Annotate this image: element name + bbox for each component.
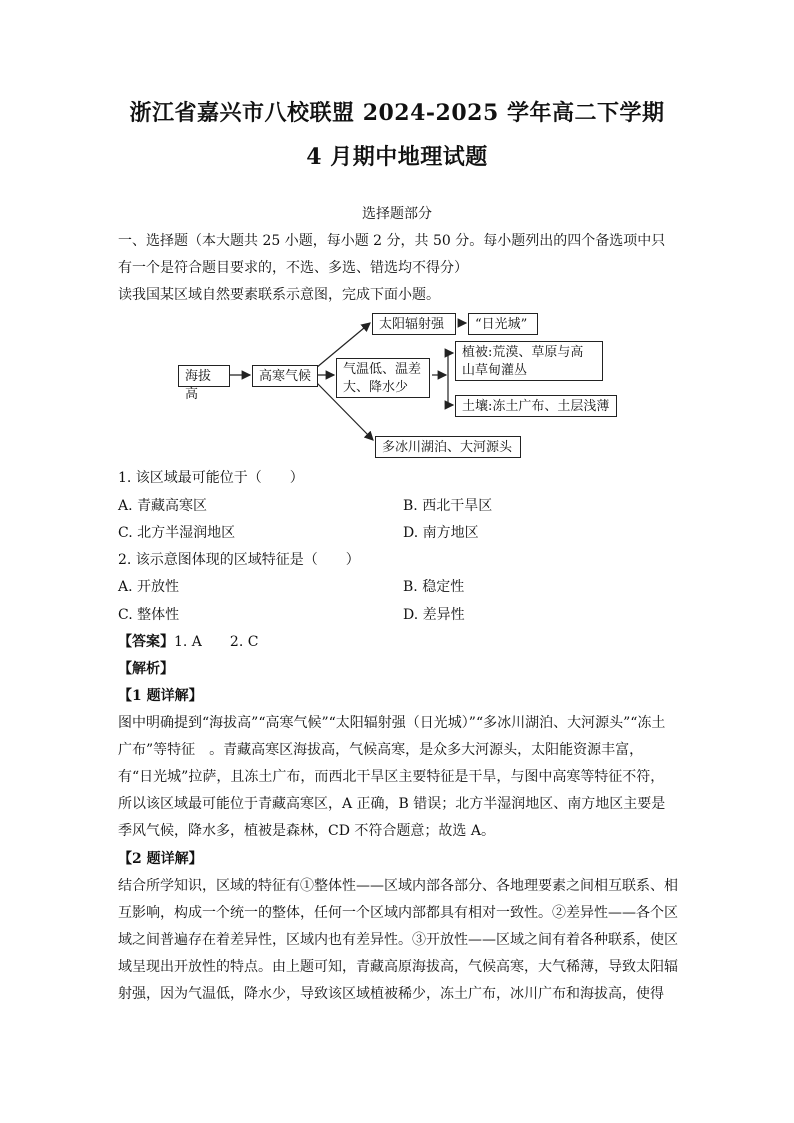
detail2-label: 【2 题详解】 xyxy=(118,851,203,867)
answer-label: 【答案】 xyxy=(118,634,174,650)
q2-option-d: D. 差异性 xyxy=(403,607,465,623)
box-glacier: 多冰川湖泊、大河源头 xyxy=(375,436,521,458)
document-title-line1: 浙江省嘉兴市八校联盟 2024-2025 学年高二下学期 xyxy=(129,100,665,126)
box-vegetation: 植被:荒漠、草原与高山草甸灌丛 xyxy=(455,341,603,381)
q2-option-b: B. 稳定性 xyxy=(403,579,465,595)
q1-option-c: C. 北方半湿润地区 xyxy=(118,525,236,541)
box-solar-radiation: 太阳辐射强 xyxy=(372,313,456,335)
q1-option-b: B. 西北干旱区 xyxy=(403,498,493,514)
box-sun-city: “日光城” xyxy=(468,313,538,335)
detail1-label: 【1 题详解】 xyxy=(118,688,203,704)
q2-option-a: A. 开放性 xyxy=(118,579,180,595)
detail2-text: 结合所学知识，区域的特征有①整体性——区域内部各部分、各地理要素之间相互联系、相互影响，构成一个统一的整体，任何一个区域内部都具有相对一致性。②差异性——各个区域之间普遍存在着差异性，区域内也有差异性。③开放性——区域之间有着各种联系，使区域呈现出开放性的特点。由上题可知，青藏高原海拔高，气候高寒，大气稀薄，导致太阳辐射强，因为气温低，降水少，导致该区域植被稀少，冻土广布，冰川广布和海拔高，使得 xyxy=(118,878,678,1002)
box-altitude: 海拔高 xyxy=(178,365,230,387)
q1-option-a: A. 青藏高寒区 xyxy=(118,498,208,514)
q1-stem: 1. 该区域最可能位于（ ） xyxy=(118,470,304,486)
box-soil: 土壤:冻土广布、土层浅薄 xyxy=(455,395,617,417)
relationship-diagram xyxy=(170,308,630,463)
q1-option-d: D. 南方地区 xyxy=(403,525,479,541)
instructions-text: 一、选择题（本大题共 25 小题，每小题 2 分，共 50 分。每小题列出的四个备选项中只有一个是符合题目要求的，不选、多选、错选均不得分） xyxy=(118,233,666,276)
answer-text: 1. A 2. C xyxy=(174,634,259,650)
q2-stem: 2. 该示意图体现的区域特征是（ ） xyxy=(118,552,360,568)
document-title-line2: 4 月期中地理试题 xyxy=(306,144,488,170)
box-temperature: 气温低、温差大、降水少 xyxy=(336,358,430,398)
question-prompt: 读我国某区域自然要素联系示意图，完成下面小题。 xyxy=(118,287,440,303)
answer-line xyxy=(118,632,258,652)
q2-option-c: C. 整体性 xyxy=(118,607,180,623)
detail1-text: 图中明确提到“海拔高”“高寒气候”“太阳辐射强（日光城）”“多冰川湖泊、大河源头”“冻土广布”等特征 。青藏高寒区海拔高，气候高寒，是众多大河源头，太阳能资源丰富，有“日光城”拉萨，且冻土广布，而西北干旱区主要特征是干旱，与图中高寒等特征不符，所以该区域最可能位于青藏高寒区，A 正确，B 错误；北方半湿润地区、南方地区主要是季风气候，降水多，植被是森林，CD 不符合题意；故选 A。 xyxy=(118,715,666,839)
section-title: 选择题部分 xyxy=(362,206,432,222)
analysis-label: 【解析】 xyxy=(118,661,174,677)
box-cold-climate: 高寒气候 xyxy=(252,365,318,387)
